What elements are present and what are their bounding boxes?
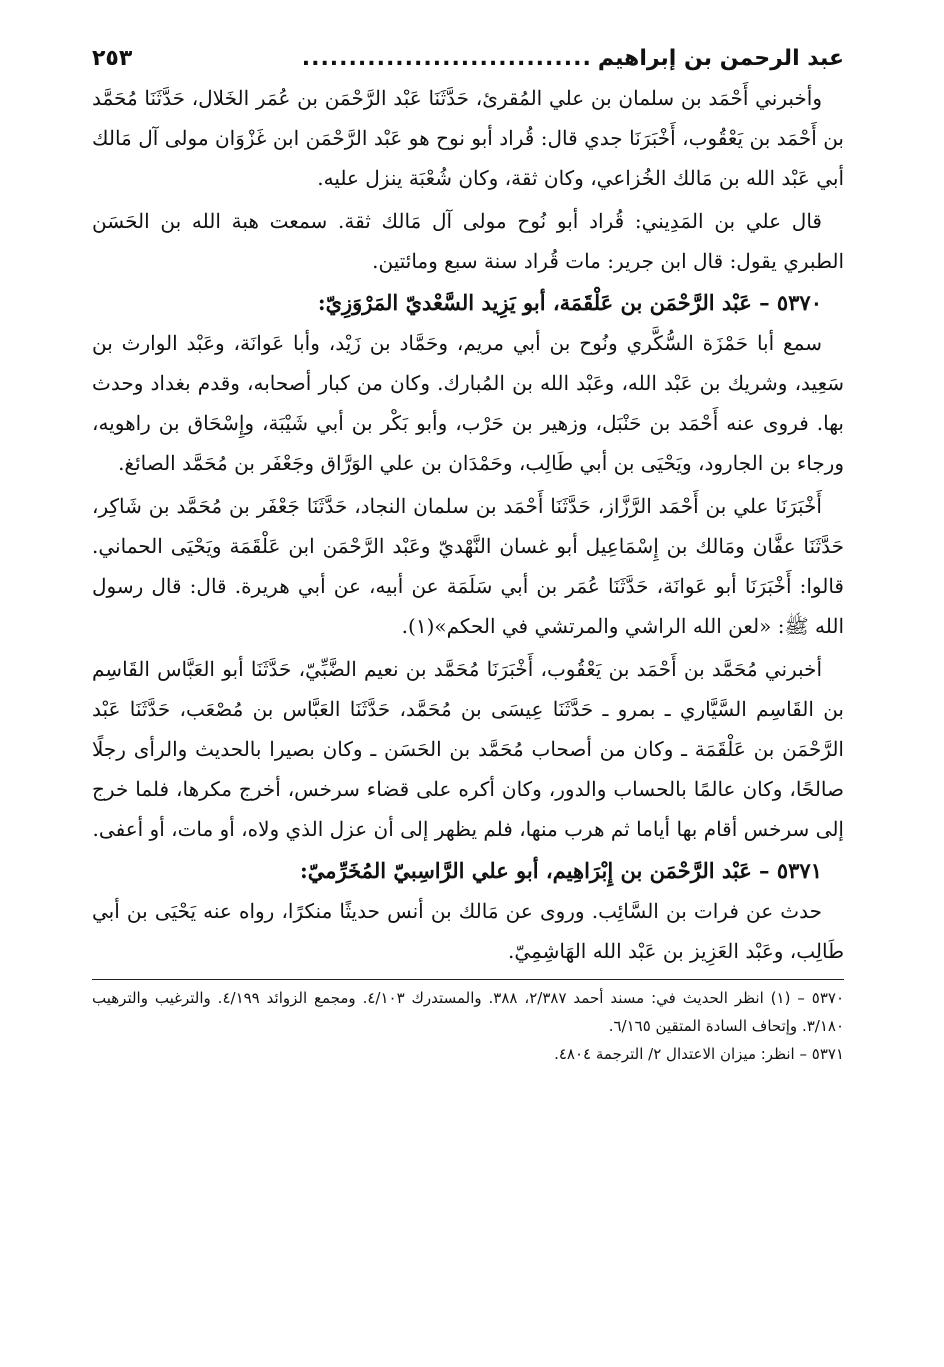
body-paragraph: سمع أبا حَمْزَة السُّكَّري ونُوح بن أبي مريم، وحَمَّاد بن زَيْد، وأبا عَوانَة، وعَبْد الوارث بن سَعِيد، وشريك بن عَبْد الله، وعَبْد الله بن المُبارك. وكان من كبار أصحابه، وقدم بغداد وحدث بها. فروى عنه أَحْمَد بن حَنْبَل، وزهير بن حَرْب، وأبو بَكْر بن أبي شَيْبَة، وإِسْحَاق بن راهويه، ورجاء بن الجارود، ويَحْيَى بن أبي طَالِب، وحَمْدَان بن علي الوَرَّاق وجَعْفَر بن مُحَمَّد الصائغ. — [92, 331, 844, 475]
page-number: ٢٥٣ — [92, 46, 133, 71]
footnote: ٥٣٧١ – انظر: ميزان الاعتدال ٢/ الترجمة ٤٨٠٤. — [554, 1045, 844, 1063]
footnote-divider — [92, 979, 844, 980]
entry-heading: ٥٣٧٠ – عَبْد الرَّحْمَن بن عَلْقَمَة، أبو يَزِيد السَّعْديّ المَرْوَزِيّ: — [317, 290, 822, 315]
body-paragraph: حدث عن فرات بن السَّائِب. وروى عن مَالك بن أنس حديثًا منكرًا، رواه عنه يَحْيَى بن أبي طَالِب، وعَبْد العَزِيز بن عَبْد الله الهَاشِمِيّ. — [92, 899, 844, 963]
biography-entry — [92, 851, 844, 971]
book-page — [92, 40, 844, 1068]
running-header-title: عبد الرحمن بن إبراهيم — [597, 46, 844, 71]
body-paragraph: أَخْبَرَنَا علي بن أَحْمَد الرَّزَّاز، حَدَّثَنَا أَحْمَد بن سلمان النجاد، حَدَّثَنَا جَعْفَر بن مُحَمَّد بن شَاكِر، حَدَّثَنَا عفَّان ومَالك بن إِسْمَاعِيل أبو غسان النَّهْديّ وعَبْد الرَّحْمَن ابن عَلْقَمَة ويَحْيَى الحماني. قالوا: أَخْبَرَنَا أبو عَوانَة، حَدَّثَنَا عُمَر بن أبي سَلَمَة عن أبيه، عن أبي هريرة. قال: قال رسول الله ﷺ: «لعن الله الراشي والمرتشي في الحكم»(١). — [92, 494, 844, 638]
footnotes — [92, 984, 844, 1068]
entry-heading: ٥٣٧١ – عَبْد الرَّحْمَن بن إِبْرَاهِيم، أبو علي الرَّاسِبيّ المُخَرِّميّ: — [300, 858, 822, 883]
biography-entry — [92, 283, 844, 849]
running-header-dots: ............................... — [301, 46, 592, 71]
footnote: ٥٣٧٠ – (١) انظر الحديث في: مسند أحمد ٢/٣٨٧، ٣٨٨. والمستدرك ٤/١٠٣. ومجمع الزوائد ٤/١٩٩. والترغيب والترهيب ٣/١٨٠. وإتحاف السادة المتقين ٦/١٦٥. — [92, 989, 845, 1035]
body-paragraph: أخبرني مُحَمَّد بن أَحْمَد بن يَعْقُوب، أَخْبَرَنَا مُحَمَّد بن نعيم الضَّبِّيّ، حَدَّثَنَا أبو العَبَّاس القَاسِم بن القَاسِم السَّيَّاري ـ بمرو ـ حَدَّثَنَا عِيسَى بن مُحَمَّد، حَدَّثَنَا العَبَّاس بن مُصْعَب، حَدَّثَنَا عَبْد الرَّحْمَن بن عَلْقَمَة ـ وكان من أصحاب مُحَمَّد بن الحَسَن ـ وكان بصيرا بالحديث والرأى رجلًا صالحًا، وكان عالمًا بالحساب والدور، وكان أكره على قضاء سرخس، أخرج مكرها، فلما خرج إلى سرخس أقام بها أياما ثم هرب منها، فلم يظهر إلى أن عزل الذي ولاه، أو مات، أو أعفى. — [92, 657, 844, 841]
body-paragraph: قال علي بن المَدِيني: قُراد أبو نُوح مولى آل مَالك ثقة. سمعت هبة الله بن الحَسَن الطبري يقول: قال ابن جرير: مات قُراد سنة سبع ومائتين. — [92, 209, 844, 273]
running-header — [92, 40, 844, 78]
body-paragraph: وأخبرني أَحْمَد بن سلمان بن علي المُقرئ، حَدَّثَنَا عَبْد الرَّحْمَن بن عُمَر الخَلال، حَدَّثَنَا مُحَمَّد بن أَحْمَد بن يَعْقُوب، أَخْبَرَنَا جدي قال: قُراد أبو نوح هو عَبْد الرَّحْمَن ابن غَزْوَان مولى آل مَالك أبي عَبْد الله بن مَالك الخُزاعي، وكان ثقة، وكان شُعْبَة ينزل عليه. — [92, 86, 844, 190]
